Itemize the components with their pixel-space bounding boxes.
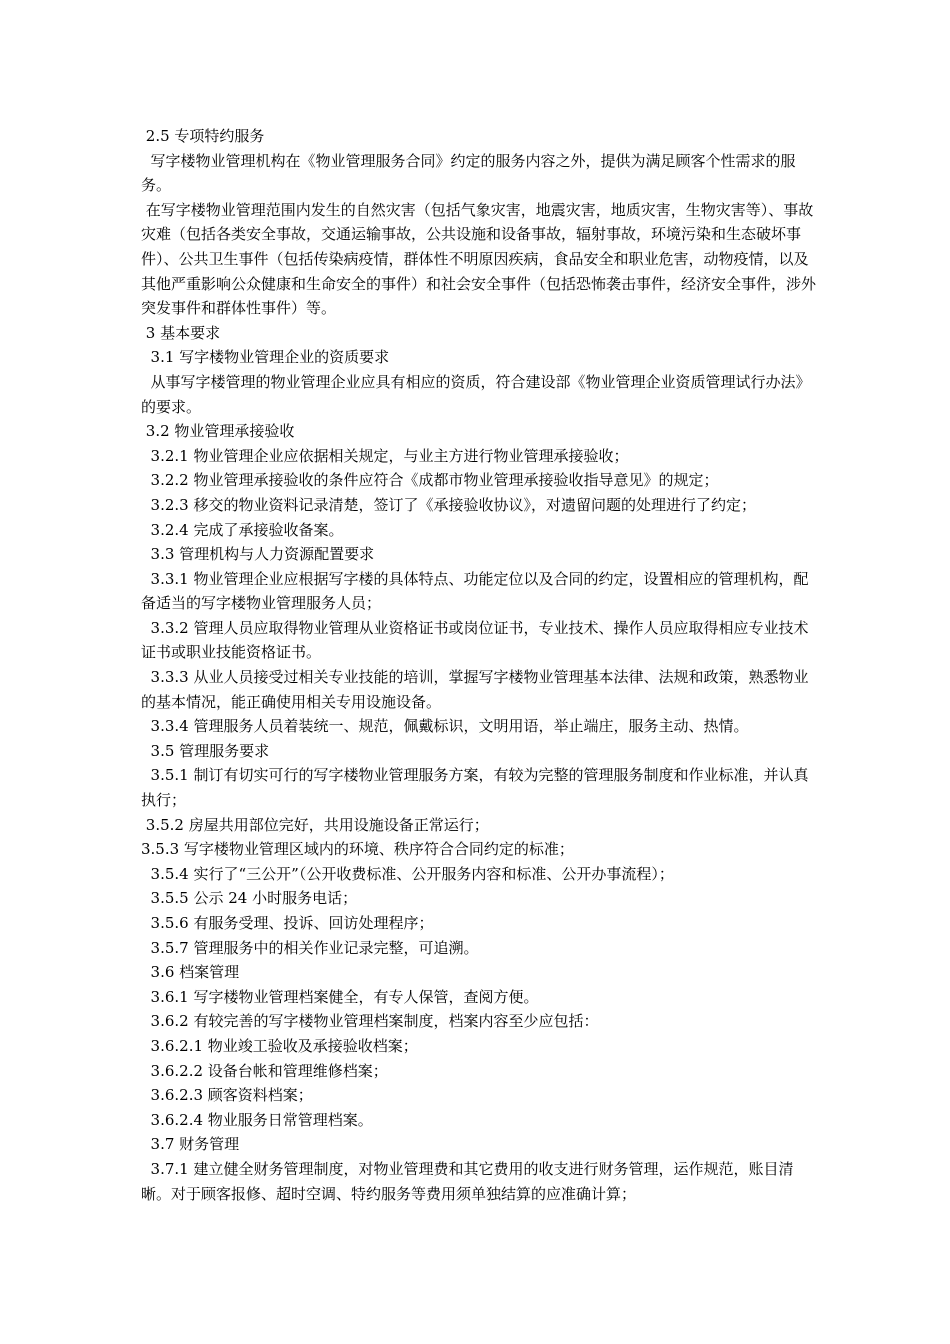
section-heading-3-2: 3.2 物业管理承接验收 [141,422,295,441]
section-heading-2-5: 2.5 专项特约服务 [141,127,265,145]
list-item: 3.6.2.2 设备台帐和管理维修档案； [141,1061,388,1080]
list-item: 3.6.2.1 物业竣工验收及承接验收档案； [141,1036,418,1055]
list-item: 3.5.1 制订有切实可行的写字楼物业管理服务方案，有较为完整的管理服务制度和作业标准，并认真执行； [141,766,809,810]
list-item: 3.2.4 完成了承接验收备案。 [141,520,344,539]
list-item: 3.3.3 从业人员接受过相关专业技能的培训，掌握写字楼物业管理基本法律、法规和政策，熟悉物业的基本情况，能正确使用相关专用设施设备。 [141,668,809,711]
list-item: 3.5.2 房屋共用部位完好，共用设施设备正常运行； [141,815,489,834]
list-item: 3.6.2.4 物业服务日常管理档案。 [141,1110,373,1129]
section-heading-3-3: 3.3 管理机构与人力资源配置要求 [141,545,375,564]
list-item: 3.3.4 管理服务人员着装统一、规范，佩戴标识，文明用语，举止端庄，服务主动、热情。 [141,717,749,736]
section-heading-3-7: 3.7 财务管理 [141,1135,240,1154]
list-item: 3.5.4 实行了“三公开”（公开收费标准、公开服务内容和标准、公开办事流程）； [141,864,674,883]
list-item: 3.5.3 写字楼物业管理区域内的环境、秩序符合合同约定的标准； [141,840,574,859]
paragraph: 写字楼物业管理机构在《物业管理服务合同》约定的服务内容之外，提供为满足顾客个性需求的服务。 [141,151,796,195]
document-body [141,124,821,1206]
list-item: 3.5.5 公示 24 小时服务电话； [141,889,358,908]
section-heading-3: 3 基本要求 [141,323,221,342]
list-item: 3.6.1 写字楼物业管理档案健全，有专人保管，查阅方便。 [141,987,539,1006]
list-item: 3.6.2 有较完善的写字楼物业管理档案制度，档案内容至少应包括： [141,1012,599,1031]
list-item: 3.2.2 物业管理承接验收的条件应符合《成都市物业管理承接验收指导意见》的规定； [141,471,719,490]
list-item: 3.7.1 建立健全财务管理制度，对物业管理费和其它费用的收支进行财务管理，运作规范，账目清晰。对于顾客报修、超时空调、特约服务等费用须单独结算的应准确计算； [141,1159,794,1203]
section-heading-3-6: 3.6 档案管理 [141,963,240,982]
list-item: 3.6.2.3 顾客资料档案； [141,1086,313,1105]
list-item: 3.2.1 物业管理企业应依据相关规定，与业主方进行物业管理承接验收； [141,446,629,465]
list-item: 3.3.1 物业管理企业应根据写字楼的具体特点、功能定位以及合同的约定，设置相应的管理机构，配备适当的写字楼物业管理服务人员； [141,569,809,613]
paragraph: 从事写字楼管理的物业管理企业应具有相应的资质，符合建设部《物业管理企业资质管理试行办法》的要求。 [141,372,811,416]
section-heading-3-1: 3.1 写字楼物业管理企业的资质要求 [141,348,390,367]
list-item: 3.5.6 有服务受理、投诉、回访处理程序； [141,914,434,932]
section-heading-3-5: 3.5 管理服务要求 [141,741,270,760]
paragraph: 在写字楼物业管理范围内发生的自然灾害（包括气象灾害，地震灾害，地质灾害，生物灾害等）、事故灾难（包括各类安全事故，交通运输事故，公共设施和设备事故，辐射事故，环境污染和生态破坏事件）、公共卫生事件（包括传染病疫情，群体性不明原因疾病，食品安全和职业危害，动物疫情，以及其他严重影响公众健康和生命安全的事件）和社会安全事件（包括恐怖袭击事件，经济安全事件，涉外突发事件和群体性事件）等。 [141,200,817,318]
list-item: 3.3.2 管理人员应取得物业管理从业资格证书或岗位证书，专业技术、操作人员应取得相应专业技术证书或职业技能资格证书。 [141,618,809,662]
list-item: 3.2.3 移交的物业资料记录清楚，签订了《承接验收协议》，对遗留问题的处理进行了约定； [141,495,756,514]
list-item: 3.5.7 管理服务中的相关作业记录完整，可追溯。 [141,938,479,957]
